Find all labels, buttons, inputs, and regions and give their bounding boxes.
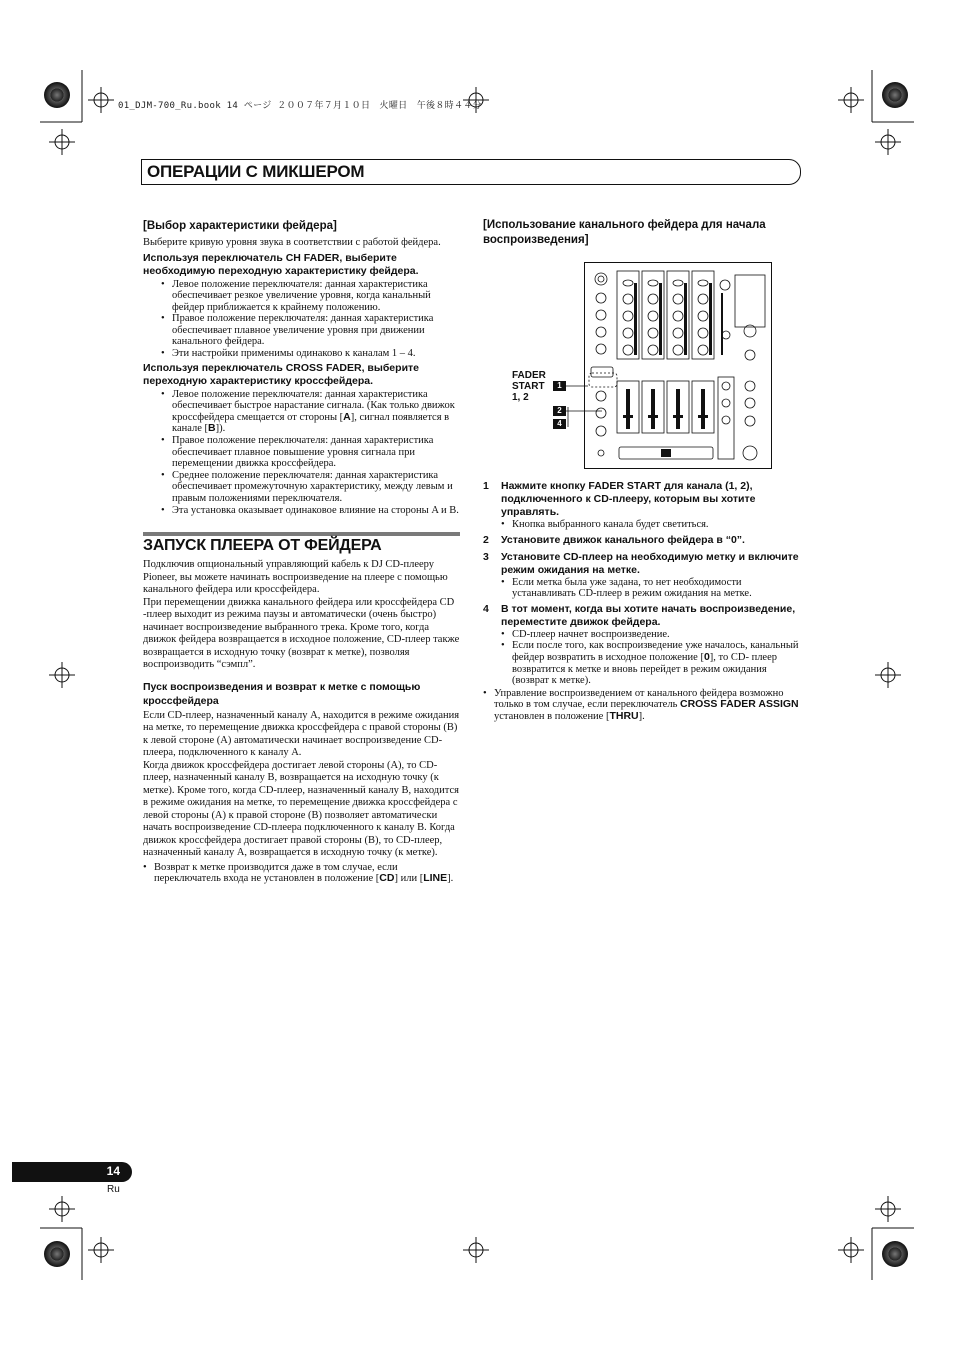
section-paragraph: При перемещении движка канального фейдера или кроссфейдера CD -плеер выходит из режима паузы и автоматически (очень быстро) начинает воспроизведение выбранного трека. Кроме того, когда движок фейдера возвращается в исходное положение, CD-плеер также возвращается в исходную точку (возврат к метке), позволяя воспроизводить “сэмпл”. — [143, 596, 460, 670]
list-item — [512, 640, 801, 686]
code-label: CROSS FADER ASSIGN — [680, 698, 799, 711]
list-item — [154, 862, 460, 885]
cue-heading: Пуск воспроизведения и возврат к метке с помощью кроссфейдера — [143, 680, 421, 707]
cue-note-list — [143, 862, 460, 885]
list-item: • Эта установка оказывает одинаковое влияние на стороны A и B. — [172, 505, 460, 517]
page-number: 14 — [106, 1164, 120, 1178]
cue-paragraph: Если CD-плеер, назначенный каналу A, находится в режиме ожидания на метке, то перемещение движка кроссфейдера с правой стороны (B) к левой стороне (A) автоматически начинает воспроизведение CD-плеера, подключенного к каналу A. — [143, 709, 460, 758]
text-run: Если после того, как воспроизведение уже началось, канальный фейдер возвратить в исходное положение [ — [512, 640, 799, 663]
code-label: 0 — [703, 650, 710, 663]
step-item — [483, 551, 801, 600]
fader-start-label — [512, 370, 546, 403]
fader-intro: Выберите кривую уровня звука в соответствии с работой фейдера. — [143, 237, 441, 248]
step-item — [483, 480, 801, 531]
step-text: Установите CD-плеер на необходимую метку и включите режим ожидания на метке. — [501, 550, 799, 576]
text-run: установлен в положение [ — [494, 710, 610, 722]
language-code: Ru — [107, 1184, 120, 1195]
step-text: Установите движок канального фейдера в “0”. — [501, 533, 745, 546]
text-run: ], сигнал появляется в канале [ — [172, 411, 450, 435]
step-number: 4 — [483, 602, 489, 615]
fader-heading: [Выбор характеристики фейдера] — [143, 220, 337, 232]
step-number: 2 — [483, 533, 489, 546]
page-title — [141, 159, 801, 185]
list-item: • Эти настройки применимы одинаково к каналам 1 – 4. — [172, 348, 460, 360]
right-heading: [Использование канального фейдера для начала воспроизведения] — [483, 219, 766, 246]
right-steps — [483, 480, 801, 723]
text-run: ]. — [638, 710, 645, 722]
callout-tag-2: 2 — [553, 406, 566, 416]
label-line: FADER — [512, 370, 546, 381]
label-line: 1, 2 — [512, 392, 529, 403]
mixer-panel-icon — [585, 263, 771, 468]
section-paragraph: Подключив опциональный управляющий кабель к DJ CD-плееру Pioneer, вы можете начинать воспроизведение на плеере с помощью канального фейдера или кроссфейдера. — [143, 559, 448, 595]
list-item — [172, 389, 460, 435]
right-column — [483, 218, 801, 248]
section-title: ЗАПУСК ПЛЕЕРА ОТ ФЕЙДЕРА — [143, 537, 382, 554]
code-label: B — [208, 422, 216, 435]
cue-paragraph: Когда движок кроссфейдера достигает левой стороны (A), то CD-плеер, назначенный каналу B, возвращается на исходную точку (к метке). Кроме того, когда CD-плеер, назначенный каналу B, находится в режиме ожидания на метке, то перемещение движка кроссфейдера с левой стороны (A) к правой стороне (B) позволяет автоматически начать воспроизведение CD-плеера подключенного к каналу B. Когда движок кроссфейдера достигает правой стороны (B), то CD-плеер, назначенный каналу A, возвращается в исходную точку (к метке). — [143, 759, 459, 858]
mixer-diagram — [584, 262, 772, 469]
step-text: В тот момент, когда вы хотите начать воспроизведение, переместите движок фейдера. — [501, 602, 796, 628]
left-column-section — [143, 559, 460, 885]
text-run: ]. — [447, 873, 454, 885]
step-text: Нажмите кнопку FADER START для канала (1, 2), подключенного к CD-плееру, которым вы хотите управлять. — [501, 480, 756, 518]
ch-fader-list — [143, 279, 460, 360]
code-label: A — [343, 410, 351, 423]
list-item: • CD-плеер начнет воспроизведение. — [512, 629, 801, 641]
text-run: Левое положение переключателя: данная характеристика обеспечивает быстрое нарастание сигнала. (Как только движок кроссфейдера смещается от стороны [ — [172, 388, 455, 423]
text-run: ]). — [215, 423, 226, 435]
text-run: Возврат к метке производится даже в том случае, если переключатель входа не установлен в положение [ — [154, 861, 398, 885]
step-number: 1 — [483, 480, 489, 492]
final-note-list — [483, 688, 801, 723]
page-number-tab — [12, 1162, 132, 1182]
step-bullets — [501, 629, 801, 687]
print-file-info: 01_DJM-700_Ru.book 14 ページ ２００７年７月１０日 火曜日 午後８時４４分 — [118, 101, 482, 111]
section-rule — [143, 532, 460, 536]
list-item: • Если метка была уже задана, то нет необходимости устанавливать CD-плеер в режим ожидания на метке. — [512, 577, 801, 600]
cross-fader-instruction: Используя переключатель CROSS FADER, выберите переходную характеристику кроссфейдера. — [143, 361, 419, 387]
cross-fader-list — [143, 389, 460, 517]
list-item: • Кнопка выбранного канала будет светиться. — [512, 519, 801, 531]
list-item: • Среднее положение переключателя: данная характеристика обеспечивает промежуточную характеристику, между левым и правым положениями переключателя. — [172, 470, 460, 505]
page-title-text: ОПЕРАЦИИ С МИКШЕРОМ — [147, 162, 365, 181]
code-label: CD — [379, 872, 395, 885]
list-item: • Правое положение переключателя: данная характеристика обеспечивает плавное увеличение уровня при движении канального фейдера. — [172, 313, 460, 348]
callout-tag-4: 4 — [553, 419, 566, 429]
list-item: • Правое положение переключателя: данная характеристика обеспечивает плавное повышение уровня сигнала при перемещении движка кроссфейдера. — [172, 435, 460, 470]
code-label: LINE — [423, 872, 448, 885]
text-run: Управление воспроизведением от канального фейдера возможно только в том случае, если переключатель — [494, 687, 784, 711]
code-label: THRU — [609, 709, 639, 722]
callout-tag-1: 1 — [553, 381, 566, 391]
ch-fader-instruction: Используя переключатель CH FADER, выберите необходимую переходную характеристику фейдера. — [143, 251, 419, 277]
steps-list — [483, 480, 801, 687]
left-column — [143, 219, 460, 516]
callout-lines-icon — [566, 380, 606, 430]
step-item — [483, 603, 801, 687]
step-bullets — [501, 519, 801, 531]
text-run: ] или [ — [394, 873, 424, 885]
step-bullets — [501, 577, 801, 600]
text-run: ], то CD- плеер возвратится к метке и вновь перейдет в режим ожидания (возврат к метке). — [512, 651, 778, 687]
step-item — [483, 534, 801, 547]
label-line: START — [512, 381, 545, 392]
list-item — [494, 688, 801, 723]
step-number: 3 — [483, 550, 489, 563]
list-item: • Левое положение переключателя: данная характеристика обеспечивает резкое увеличение уровня, когда канальный фейдер приближается к крайнему положению. — [172, 279, 460, 314]
